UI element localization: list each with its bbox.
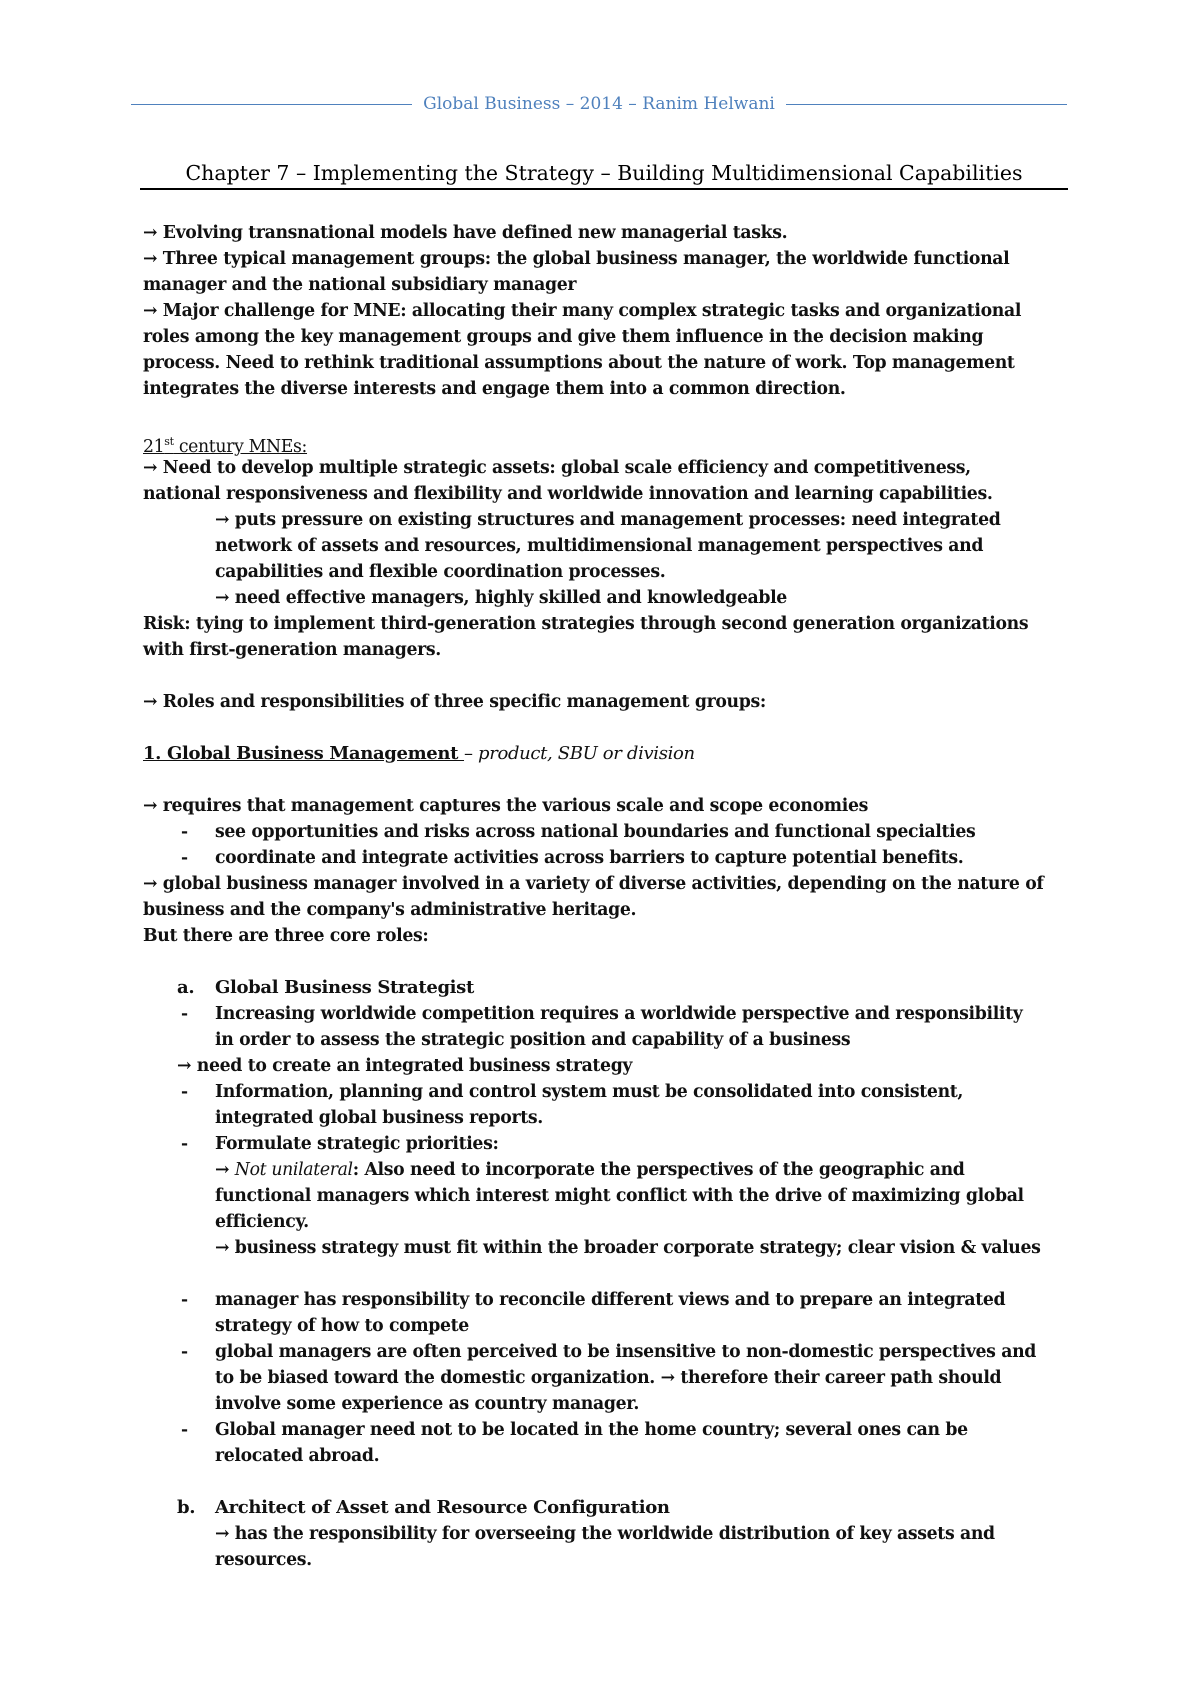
role-a-b5-line-3: involve some experience as country manager. bbox=[215, 1394, 640, 1414]
arrow: → bbox=[215, 1160, 235, 1180]
century-indent-4: → need effective managers, highly skilled and knowledgeable bbox=[215, 588, 787, 608]
gbm-line-1: → global business manager involved in a variety of diverse activities, depending on the nature of bbox=[143, 874, 1044, 894]
role-a-b4-line-2: strategy of how to compete bbox=[215, 1316, 469, 1336]
bullet-dash: - bbox=[181, 822, 189, 842]
intro-line-2: → Three typical management groups: the global business manager, the worldwide functional bbox=[143, 249, 1010, 269]
role-a-b3: Formulate strategic priorities: bbox=[215, 1134, 499, 1154]
role-a-b5-line-2: to be biased toward the domestic organization. → therefore their career path should bbox=[215, 1368, 1002, 1388]
role-b-line-1: → has the responsibility for overseeing the worldwide distribution of key assets and bbox=[215, 1524, 995, 1544]
century-indent-3: capabilities and flexible coordination processes. bbox=[215, 562, 666, 582]
role-a-b1-line-1: Increasing worldwide competition requires a worldwide perspective and responsibility bbox=[215, 1004, 1023, 1024]
not-unilateral: Not unilateral bbox=[234, 1160, 353, 1180]
role-a-b3-line-2: functional managers which interest might conflict with the drive of maximizing global bbox=[215, 1186, 1024, 1206]
intro-line-5: roles among the key management groups and give them influence in the decision making bbox=[143, 327, 984, 347]
section1-req: → requires that management captures the various scale and scope economies bbox=[143, 796, 868, 816]
century-line-2: national responsiveness and flexibility and worldwide innovation and learning capabilities. bbox=[143, 484, 993, 504]
bullet-dash: - bbox=[181, 1004, 189, 1024]
intro-line-7: integrates the diverse interests and engage them into a common direction. bbox=[143, 379, 846, 399]
century-indent-2: network of assets and resources, multidimensional management perspectives and bbox=[215, 536, 984, 556]
gbm-line-2: business and the company's administrative heritage. bbox=[143, 900, 637, 920]
bullet-dash: - bbox=[181, 1290, 189, 1310]
chapter-title: Chapter 7 – Implementing the Strategy – Building Multidimensional Capabilities bbox=[185, 161, 1023, 185]
role-b-letter: b. bbox=[177, 1497, 196, 1518]
title-underline bbox=[140, 188, 1068, 190]
role-a-b3-line-1 bbox=[215, 1157, 965, 1183]
section1-title: 1. Global Business Management bbox=[143, 743, 465, 764]
role-a-heading: Global Business Strategist bbox=[215, 977, 474, 998]
century-sup: st bbox=[164, 435, 174, 448]
intro-line-6: process. Need to rethink traditional assumptions about the nature of work. Top management bbox=[143, 353, 1015, 373]
risk-line-2: with first-generation managers. bbox=[143, 640, 441, 660]
role-b-line-2: resources. bbox=[215, 1550, 312, 1570]
century-indent-1: → puts pressure on existing structures and management processes: need integrated bbox=[215, 510, 1001, 530]
roles-intro: → Roles and responsibilities of three specific management groups: bbox=[143, 692, 766, 712]
century-rest: century MNEs: bbox=[173, 437, 308, 457]
intro-line-3: manager and the national subsidiary manager bbox=[143, 275, 577, 295]
role-a-b3-arrow-2: → business strategy must fit within the broader corporate strategy; clear vision & values bbox=[215, 1238, 1041, 1258]
section1-bullet-2: coordinate and integrate activities across barriers to capture potential benefits. bbox=[215, 848, 964, 868]
role-a-b2-line-2: integrated global business reports. bbox=[215, 1108, 543, 1128]
bullet-dash: - bbox=[181, 1420, 189, 1440]
role-a-b6-line-1: Global manager need not to be located in the home country; several ones can be bbox=[215, 1420, 968, 1440]
header-rule-left bbox=[131, 104, 412, 105]
bullet-dash: - bbox=[181, 1082, 189, 1102]
century-num: 21 bbox=[143, 437, 165, 457]
role-a-b4-line-1: manager has responsibility to reconcile different views and to prepare an integrated bbox=[215, 1290, 1006, 1310]
role-a-b2-line-1: Information, planning and control system must be consolidated into consistent, bbox=[215, 1082, 964, 1102]
header-rule-right bbox=[786, 104, 1067, 105]
section1-dash: – bbox=[464, 743, 479, 764]
section1-heading bbox=[143, 741, 695, 767]
intro-line-1: → Evolving transnational models have defined new managerial tasks. bbox=[143, 223, 788, 243]
bullet-dash: - bbox=[181, 1342, 189, 1362]
bullet-dash: - bbox=[181, 1134, 189, 1154]
b3-rest: : Also need to incorporate the perspectives of the geographic and bbox=[352, 1160, 965, 1180]
role-a-letter: a. bbox=[177, 977, 195, 998]
role-a-b1-line-2: in order to assess the strategic position and capability of a business bbox=[215, 1030, 851, 1050]
header-text: Global Business – 2014 – Ranim Helwani bbox=[423, 94, 775, 114]
page-header bbox=[131, 93, 1067, 115]
intro-line-4: → Major challenge for MNE: allocating their many complex strategic tasks and organizational bbox=[143, 301, 1022, 321]
role-b-heading: Architect of Asset and Resource Configuration bbox=[215, 1497, 670, 1518]
role-a-b5-line-1: global managers are often perceived to be insensitive to non-domestic perspectives and bbox=[215, 1342, 1037, 1362]
role-a-b3-line-3: efficiency. bbox=[215, 1212, 309, 1232]
risk-line-1: Risk: tying to implement third-generation strategies through second generation organizations bbox=[143, 614, 1029, 634]
gbm-line-3: But there are three core roles: bbox=[143, 926, 429, 946]
section1-subtitle: product, SBU or division bbox=[478, 743, 695, 764]
century-line-1: → Need to develop multiple strategic assets: global scale efficiency and competitiveness, bbox=[143, 458, 971, 478]
role-a-b6-line-2: relocated abroad. bbox=[215, 1446, 380, 1466]
bullet-dash: - bbox=[181, 848, 189, 868]
role-a-arrow-1: → need to create an integrated business strategy bbox=[177, 1056, 633, 1076]
section1-bullet-1: see opportunities and risks across national boundaries and functional specialties bbox=[215, 822, 976, 842]
